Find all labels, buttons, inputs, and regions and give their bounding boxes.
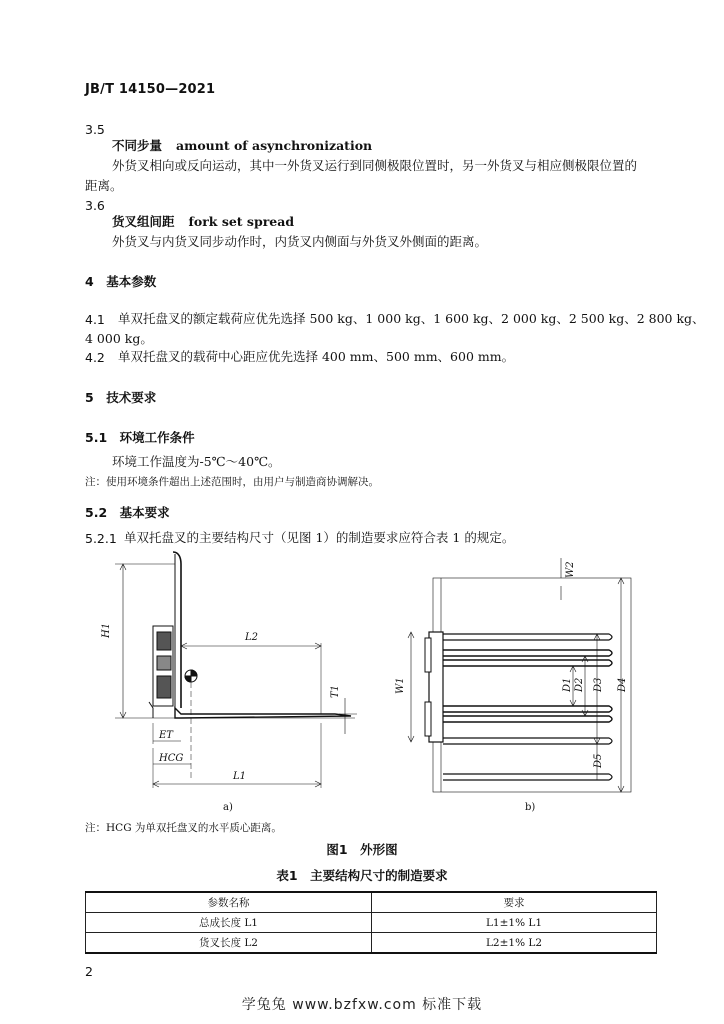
table-header-param: 参数名称: [86, 892, 372, 913]
table-row: [86, 913, 657, 933]
note-text: 注：使用环境条件超出上述范围时，由用户与制造商协调解决。: [85, 476, 379, 488]
dim-label-D5: D5: [593, 753, 604, 768]
term-heading: [112, 212, 294, 232]
paragraph-text: 4 000 kg。: [85, 331, 153, 346]
section-heading: 4 基本参数: [85, 274, 157, 289]
section-heading: 5 技术要求: [85, 390, 157, 405]
dim-label-D4: D4: [617, 677, 628, 692]
table-cell: L1±1% L1: [372, 913, 657, 933]
paragraph-text: 环境工作温度为-5℃～40℃。: [112, 454, 281, 469]
term-chinese: 货叉组间距: [112, 214, 175, 229]
dim-label-W2: W2: [565, 561, 576, 578]
table-cell: L2±1% L2: [372, 933, 657, 954]
table-caption: 表1 主要结构尺寸的制造要求: [276, 868, 448, 883]
table-row: [86, 933, 657, 954]
definition-text: 外货叉与内货叉同步动作时，内货叉内侧面与外货叉外侧面的距离。: [112, 234, 488, 249]
spec-table: [85, 891, 657, 954]
subsection-heading: 5.1 环境工作条件: [85, 430, 195, 445]
paragraph-text: 单双托盘叉的额定载荷应优先选择 500 kg、1 000 kg、1 600 kg、2 000 kg、2 500 kg、2 800 kg、: [118, 311, 705, 326]
table-header-requirement: 要求: [372, 892, 657, 913]
dim-label-D3: D3: [593, 677, 604, 692]
paragraph-text: 单双托盘叉的主要结构尺寸（见图 1）的制造要求应符合表 1 的规定。: [124, 530, 515, 545]
subsection-heading: 5.2 基本要求: [85, 505, 170, 520]
footer-watermark: 学兔兔 www.bzfxw.com 标准下载: [241, 997, 483, 1013]
document-id-header: JB/T 14150—2021: [85, 82, 216, 97]
definition-text: 距离。: [85, 178, 123, 193]
clause-number: 4.1: [85, 312, 105, 327]
dim-label-T1: T1: [330, 684, 341, 698]
figure-note: 注：HCG 为单双托盘叉的水平质心距离。: [85, 822, 282, 834]
dim-label-H1: H1: [101, 622, 112, 638]
term-heading: [112, 136, 372, 156]
dim-label-W1: W1: [395, 677, 406, 694]
figure-a-side-view: [95, 548, 365, 820]
term-english: amount of asynchronization: [176, 138, 373, 153]
table-header-row: [86, 892, 657, 913]
clause-number: 3.5: [85, 122, 105, 137]
table-cell: 总成长度 L1: [86, 913, 372, 933]
subfigure-label-b: b): [525, 802, 536, 813]
clause-number: 3.6: [85, 198, 105, 213]
term-english: fork set spread: [188, 214, 295, 229]
dim-label-D1: D1: [562, 677, 573, 692]
dim-label-L2: L2: [245, 632, 259, 643]
figure-caption: 图1 外形图: [326, 842, 398, 857]
paragraph-text: 单双托盘叉的载荷中心距应优先选择 400 mm、500 mm、600 mm。: [118, 349, 515, 364]
clause-number: 5.2.1: [85, 531, 117, 546]
clause-number: 4.2: [85, 350, 105, 365]
subfigure-label-a: a): [223, 802, 233, 813]
page-number: 2: [85, 964, 93, 979]
dim-label-HCG: HCG: [159, 753, 184, 764]
table-cell: 货叉长度 L2: [86, 933, 372, 954]
dim-label-L1: L1: [233, 771, 247, 782]
dim-label-D2: D2: [574, 677, 585, 692]
term-chinese: 不同步量: [112, 138, 163, 153]
figure-b-top-view: [385, 548, 655, 820]
definition-text: 外货叉相向或反向运动，其中一外货叉运行到同侧极限位置时，另一外货叉与相应侧极限位置的: [112, 158, 638, 173]
dim-label-ET: ET: [159, 730, 173, 741]
